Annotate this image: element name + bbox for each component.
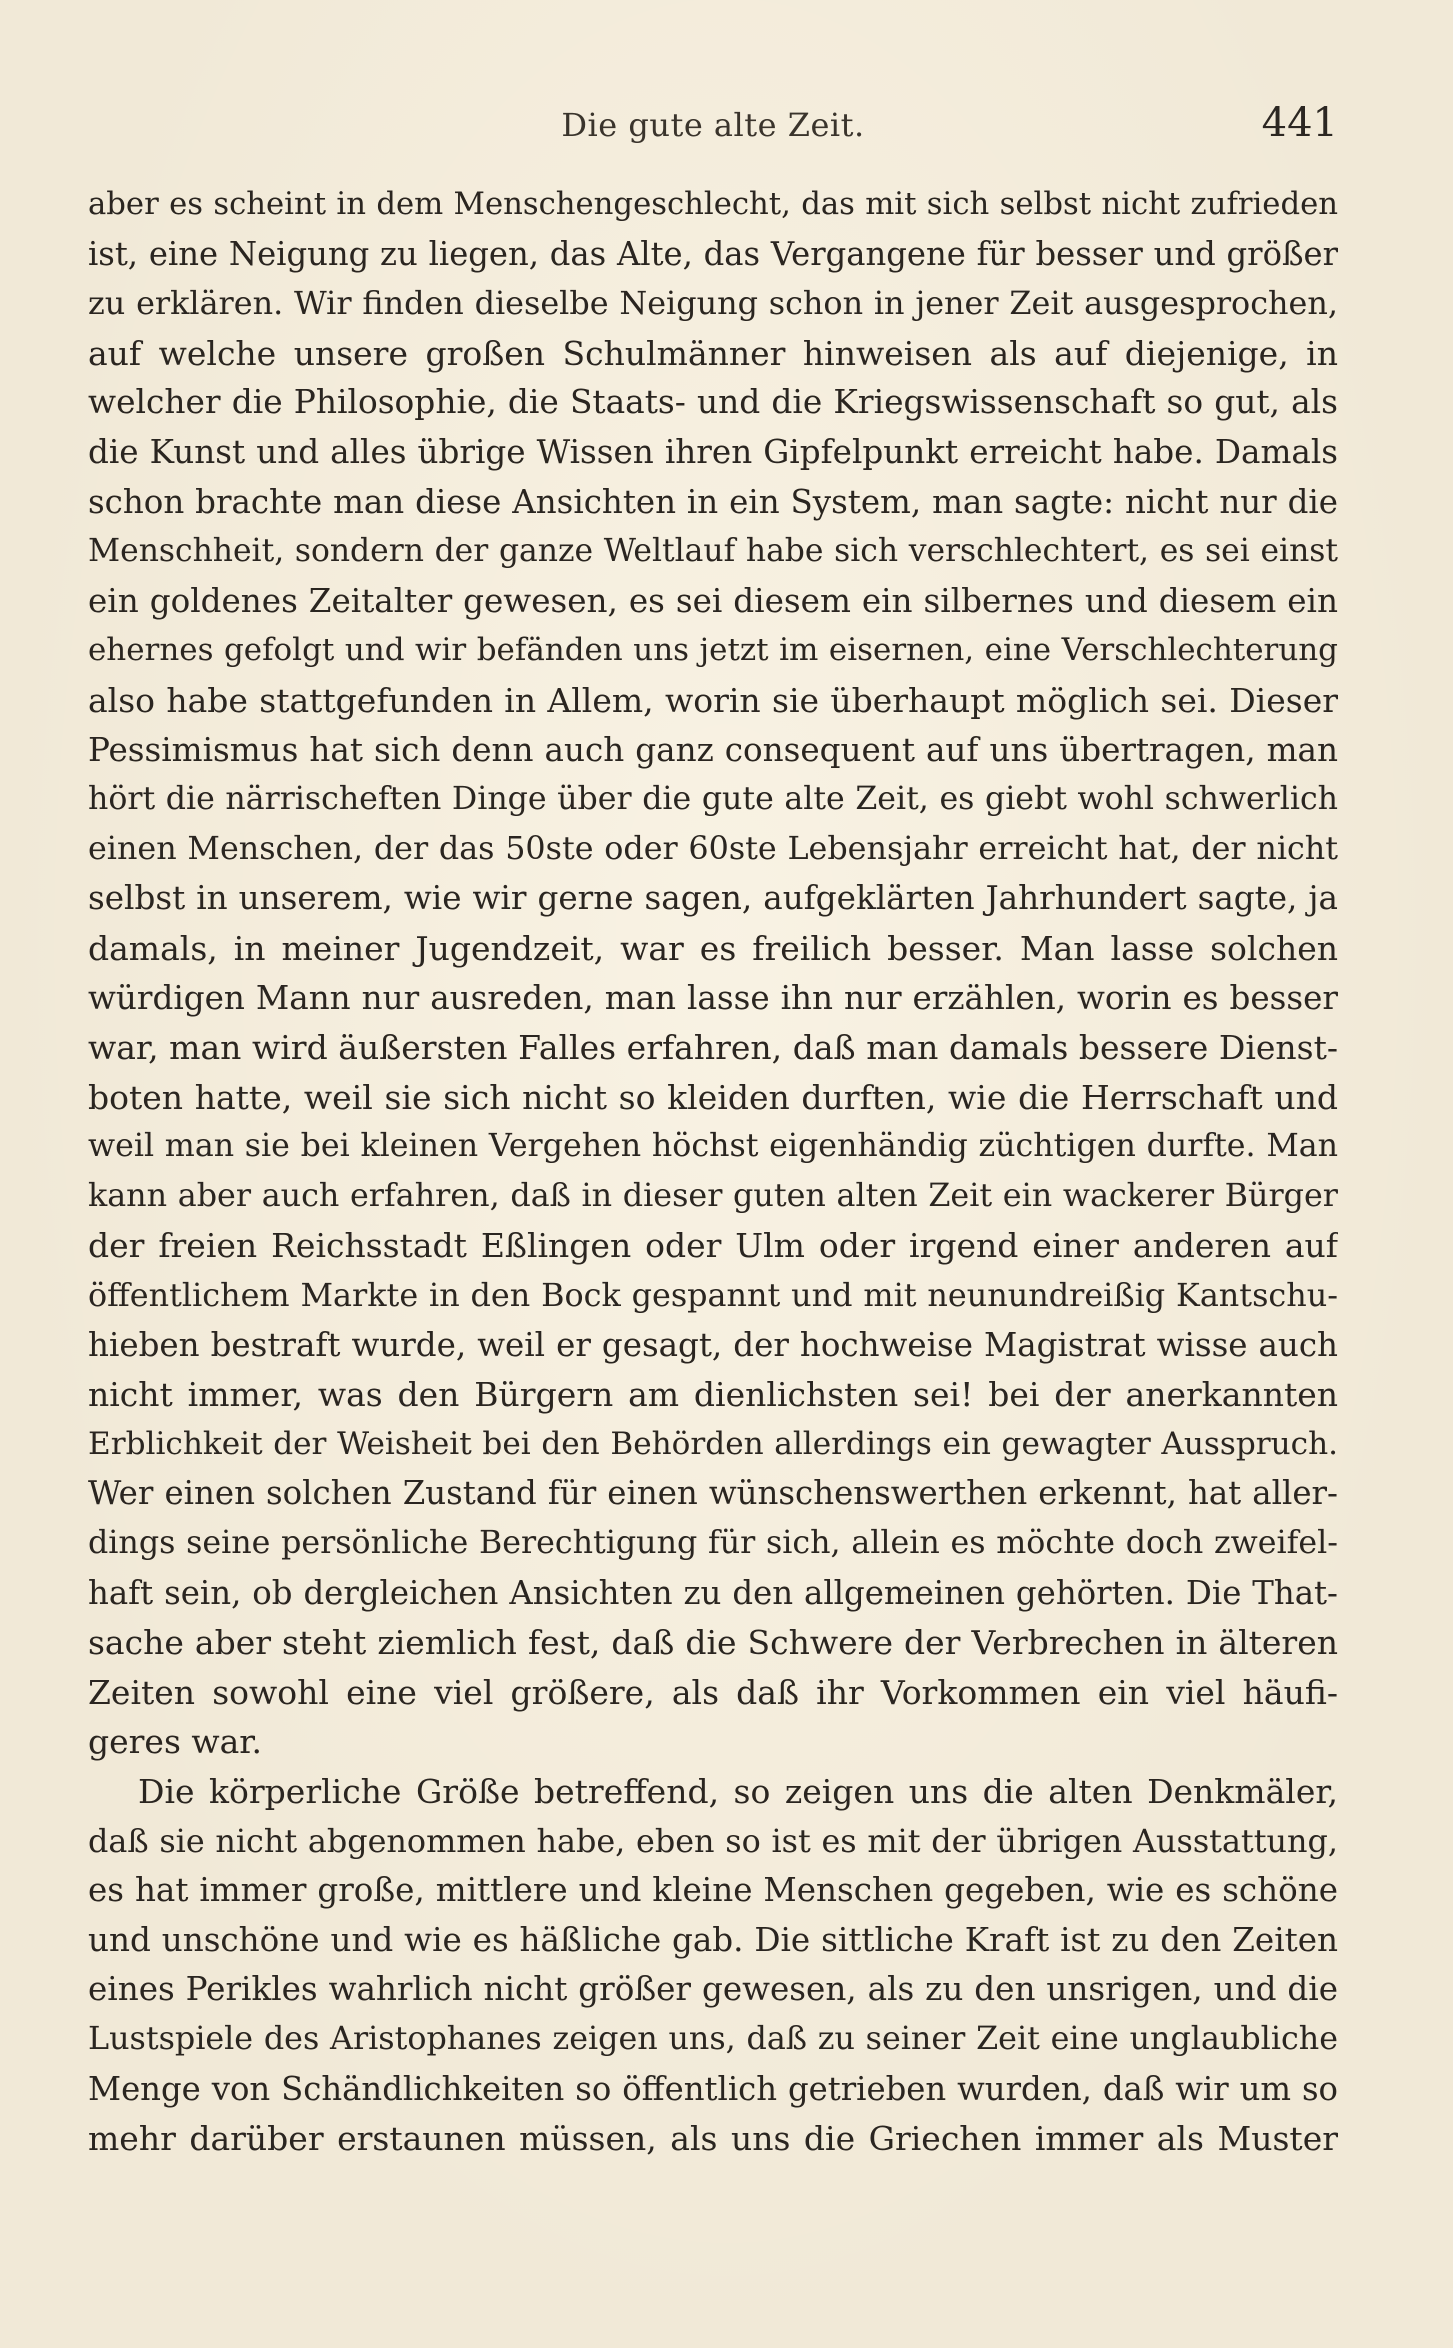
text-line: Menschheit, sondern der ganze Weltlauf habe sich verschlechtert, es sei einst [88,533,1338,570]
text-line: öffentlichem Markte in den Bock gespannt und mit neunundreißig Kantschu- [88,1276,1338,1315]
text-line: haft sein, ob dergleichen Ansichten zu den allgemeinen gehörten. Die That- [88,1573,1338,1612]
text-line: geres war. [88,1722,262,1762]
body-text [88,180,1338,2164]
text-line: weil man sie bei kleinen Vergehen höchst eigenhändig züchtigen durfte. Man [88,1128,1338,1165]
paragraph [88,1767,1338,2164]
text-line: also habe stattgefunden in Allem, worin sie überhaupt möglich sei. Dieser [88,680,1338,720]
text-line: selbst in unserem, wie wir gerne sagen, aufgeklärten Jahrhundert sagte, ja [88,879,1338,918]
text-line: welcher die Philosophie, die Staats- und die Kriegswissenschaft so gut, als [88,383,1338,422]
text-line: die Kunst und alles übrige Wissen ihren Gipfelpunkt erreicht habe. Damals [88,432,1338,471]
text-line: Wer einen solchen Zustand für einen wünschenswerthen erkennt, hat aller- [88,1474,1338,1513]
text-line: hört die närrischeften Dinge über die gute alte Zeit, es giebt wohl schwerlich [88,781,1338,818]
text-line: ein goldenes Zeitalter gewesen, es sei diesem ein silbernes und diesem ein [88,581,1338,620]
text-line: es hat immer große, mittlere und kleine Menschen gegeben, wie es schöne [88,1871,1338,1910]
text-line: Pessimismus hat sich denn auch ganz consequent auf uns übertragen, man [88,730,1338,769]
text-line: mehr darüber erstaunen müssen, als uns die Griechen immer als Muster [88,2119,1338,2159]
text-line: der freien Reichsstadt Eßlingen oder Ulm oder irgend einer anderen auf [88,1226,1338,1266]
page-header [88,100,1338,152]
text-line: eines Perikles wahrlich nicht größer gewesen, als zu den unsrigen, und die [88,1970,1338,2009]
text-line: war, man wird äußersten Falles erfahren, daß man damals bessere Dienst- [88,1028,1338,1068]
text-line: würdigen Mann nur ausreden, man lasse ihn nur erzählen, worin es besser [88,978,1338,1017]
text-line: Erblichkeit der Weisheit bei den Behörden allerdings ein gewagter Ausspruch. [88,1425,1338,1462]
text-line: einen Menschen, der das 50ste oder 60ste Lebensjahr erreicht hat, der nicht [88,830,1338,867]
text-line: ehernes gefolgt und wir befänden uns jetzt im eisernen, eine Verschlechterung [88,632,1338,669]
text-line: damals, in meiner Jugendzeit, war es freilich besser. Man lasse solchen [88,928,1338,968]
text-line: Zeiten sowohl eine viel größere, als daß ihr Vorkommen ein viel häufi- [88,1672,1338,1712]
text-line: hieben bestraft wurde, weil er gesagt, der hochweise Magistrat wisse auch [88,1325,1338,1364]
text-line: nicht immer, was den Bürgern am dienlichsten sei! bei der anerkannten [88,1375,1338,1415]
text-line: daß sie nicht abgenommen habe, eben so ist es mit der übrigen Ausstattung, [88,1821,1338,1860]
page-number: 441 [1261,100,1338,146]
text-line: Lustspiele des Aristophanes zeigen uns, daß zu seiner Zeit eine unglaubliche [88,2020,1338,2057]
text-line: dings seine persönliche Berechtigung für sich, allein es möchte doch zweifel- [88,1525,1338,1562]
text-line: ist, eine Neigung zu liegen, das Alte, das Vergangene für besser und größer [88,234,1338,273]
text-line: kann aber auch erfahren, daß in dieser guten alten Zeit ein wackerer Bürger [88,1177,1338,1214]
text-line: und unschöne und wie es häßliche gab. Die sittliche Kraft ist zu den Zeiten [88,1920,1338,1959]
text-line: zu erklären. Wir finden dieselbe Neigung schon in jener Zeit ausgesprochen, [88,284,1338,323]
running-title: Die gute alte Zeit. [561,106,865,144]
text-line: sache aber steht ziemlich fest, daß die Schwere der Verbrechen in älteren [88,1623,1338,1663]
text-line: schon brachte man diese Ansichten in ein System, man sagte: nicht nur die [88,482,1338,521]
text-line: Menge von Schändlichkeiten so öffentlich getrieben wurden, daß wir um so [88,2069,1338,2108]
text-line: aber es scheint in dem Menschengeschlecht, das mit sich selbst nicht zufrieden [88,187,1338,222]
text-line: boten hatte, weil sie sich nicht so kleiden durften, wie die Herrschaft und [88,1077,1338,1117]
text-line: auf welche unsere großen Schulmänner hinweisen als auf diejenige, in [88,333,1338,373]
text-line: Die körperliche Größe betreffend, so zeigen uns die alten Denkmäler, [138,1772,1338,1811]
paragraph [88,180,1338,1767]
